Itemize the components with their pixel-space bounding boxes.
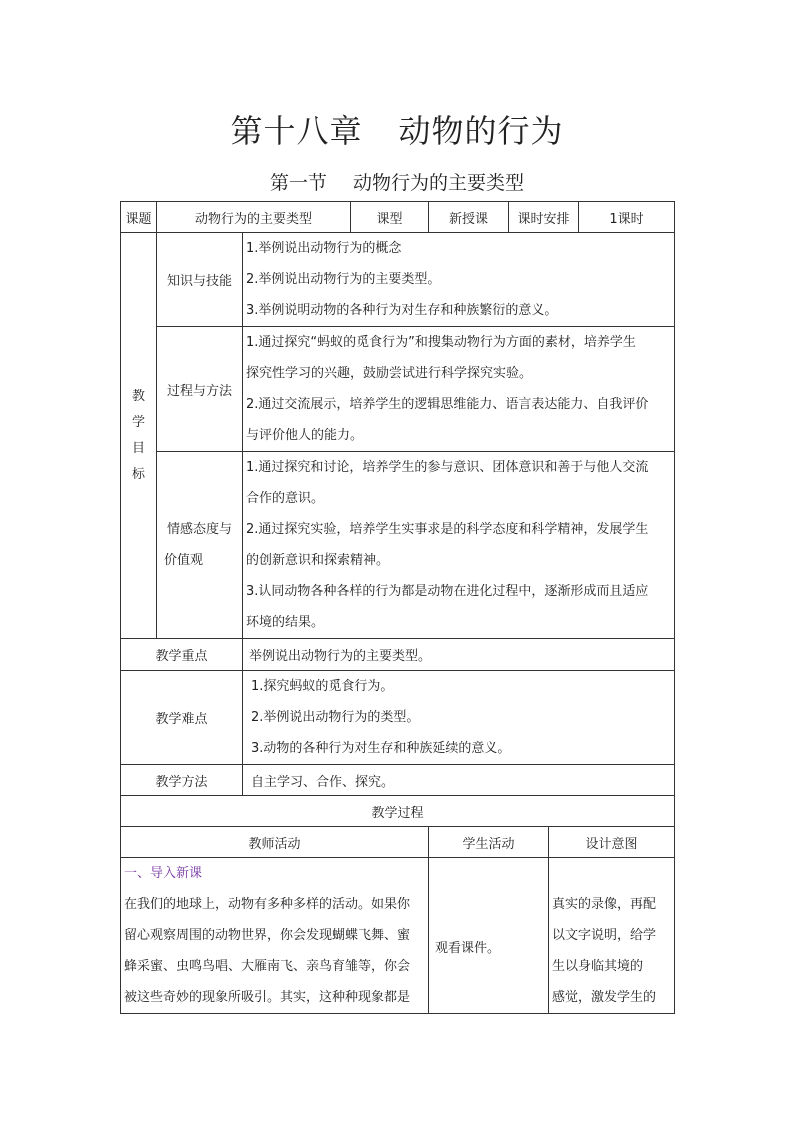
focus-content: 举例说出动物行为的主要类型。 (243, 639, 675, 671)
step-title: 一、导入新课 (124, 866, 203, 881)
teacher-column-header: 教师活动 (121, 827, 429, 858)
chapter-title (0, 106, 794, 152)
emotion-label: 情感态度与 价值观 (157, 452, 243, 639)
difficulty-content: 1.探究蚂蚁的觅食行为。 2.举例说出动物行为的类型。 3.动物的各种行为对生存和种族延续的意义。 (243, 671, 675, 765)
lesson-row (121, 858, 675, 1014)
knowledge-content: 1.举例说出动物行为的概念 2.举例说出动物行为的主要类型。 3.举例说明动物的各种行为对生存和种族繁衍的意义。 (243, 233, 675, 327)
topic-value: 动物行为的主要类型 (157, 202, 351, 233)
type-value: 新授课 (429, 202, 509, 233)
design-intent: 真实的录像，再配 以文字说明，给学 生以身临其境的 感觉，激发学生的 (549, 858, 675, 1014)
process-header-row (121, 796, 675, 827)
objective-emotion-row (121, 452, 675, 639)
section-title (0, 168, 794, 195)
hours-value: 1课时 (579, 202, 675, 233)
focus-row (121, 639, 675, 671)
type-label: 课型 (351, 202, 429, 233)
method-label: 教学方法 (121, 765, 243, 796)
student-activity: 观看课件。 (429, 858, 549, 1014)
lesson-plan-table (120, 201, 675, 1014)
teacher-activity: 一、导入新课 在我们的地球上，动物有多种多样的活动。如果你 留心观察周围的动物世界，你会发现蝴蝶飞舞、蜜 蜂采蜜、虫鸣鸟唱、大雁南飞、亲鸟育雏等，你会 被这些奇妙的现象所吸引。其实，这种种现象都是 (121, 858, 429, 1014)
process-content: 1.通过探究“蚂蚁的觅食行为”和搜集动物行为方面的素材，培养学生 探究性学习的兴趣，鼓励尝试进行科学探究实验。 2.通过交流展示，培养学生的逻辑思维能力、语言表达能力、自我评价 与评价他人的能力。 (243, 327, 675, 452)
chapter-number: 第十八章 (230, 112, 363, 150)
focus-label: 教学重点 (121, 639, 243, 671)
design-column-header: 设计意图 (549, 827, 675, 858)
process-header: 教学过程 (121, 796, 675, 827)
section-name: 动物行为的主要类型 (353, 172, 525, 194)
process-label: 过程与方法 (157, 327, 243, 452)
knowledge-label: 知识与技能 (157, 233, 243, 327)
section-number: 第一节 (269, 172, 327, 194)
topic-label: 课题 (121, 202, 157, 233)
objective-knowledge-row (121, 233, 675, 327)
objective-process-row (121, 327, 675, 452)
method-content: 自主学习、合作、探究。 (243, 765, 675, 796)
emotion-content: 1.通过探究和讨论，培养学生的参与意识、团体意识和善于与他人交流 合作的意识。 2.通过探究实验，培养学生实事求是的科学态度和科学精神，发展学生 的创新意识和探索精神。 3.认同动物各种各样的行为都是动物在进化过程中，逐渐形成而且适应 环境的结果。 (243, 452, 675, 639)
student-column-header: 学生活动 (429, 827, 549, 858)
info-row (121, 202, 675, 233)
chapter-name: 动物的行为 (398, 112, 564, 150)
hours-label: 课时安排 (509, 202, 579, 233)
method-row (121, 765, 675, 796)
difficulty-label: 教学难点 (121, 671, 243, 765)
objectives-label: 教 学 目 标 (121, 233, 157, 639)
difficulty-row (121, 671, 675, 765)
column-header-row (121, 827, 675, 858)
